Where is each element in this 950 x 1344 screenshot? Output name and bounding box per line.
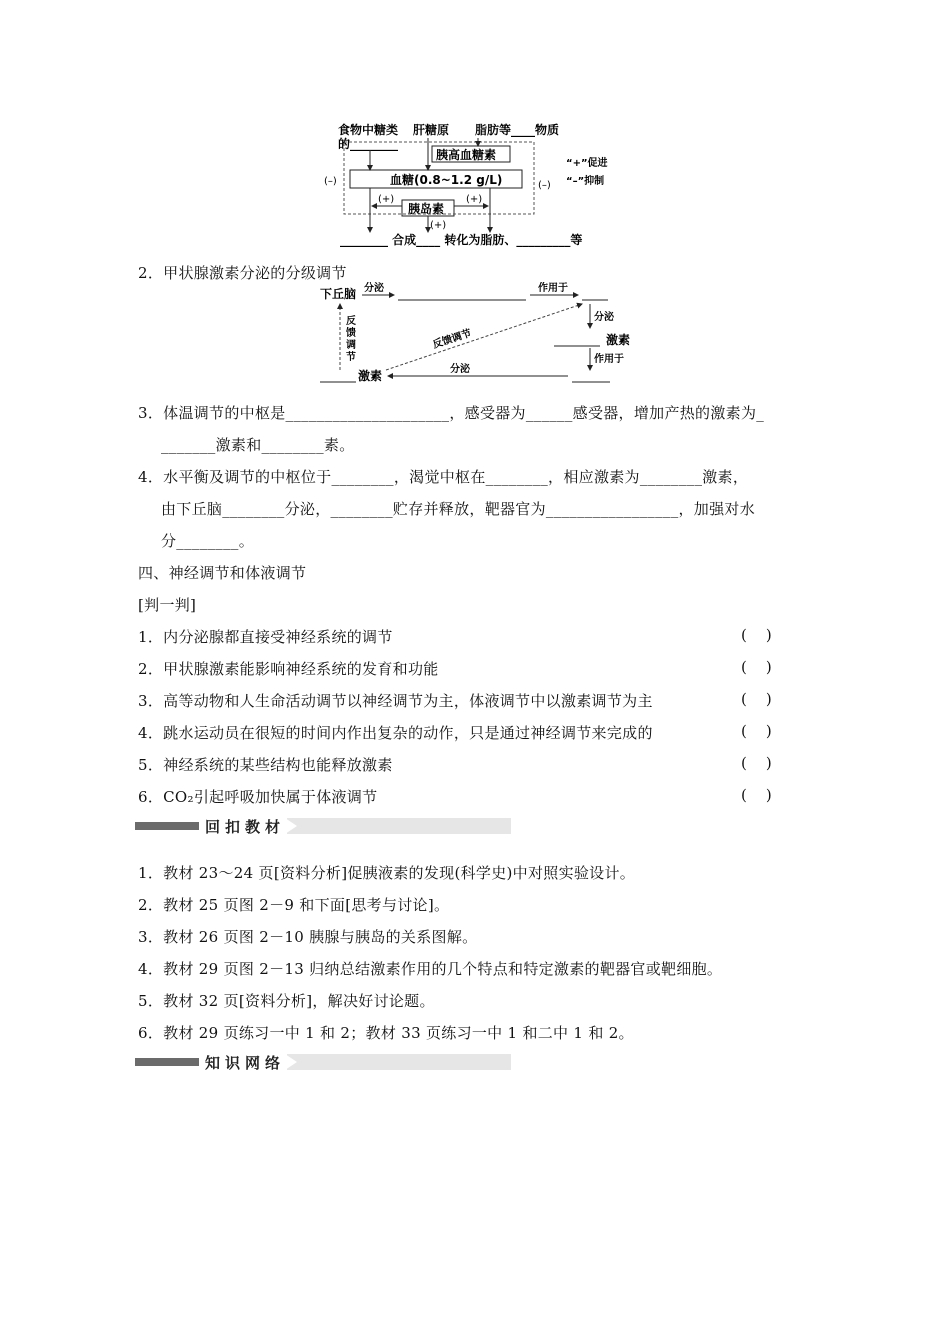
acts-label-1: 作用于	[538, 283, 568, 294]
hormone-label-2: 激素	[358, 369, 383, 383]
textbook-item-6: 6．教材 29 页练习一中 1 和 2；教材 33 页练习一中 1 和二中 1 和 2。	[138, 1024, 634, 1042]
inhibit-legend: “–”抑制	[566, 176, 605, 187]
insulin-label: 胰岛素	[408, 202, 445, 216]
answer-paren-4: ( )	[741, 722, 772, 740]
thyroid-diagram	[316, 282, 646, 388]
feedback-diag-arrow	[386, 304, 582, 370]
q3-line-2: _______激素和________素。	[161, 436, 355, 454]
blood-sugar-diagram	[310, 120, 630, 250]
judge-item-6: 6．CO₂引起呼吸加快属于体液调节	[138, 788, 378, 806]
liver-label: 肝糖原	[413, 123, 450, 137]
diagram1-bottom: ________ 合成____ 转化为脂肪、_________等	[340, 233, 583, 247]
q2-line: 2．甲状腺激素分泌的分级调节	[138, 264, 347, 282]
textbook-item-1: 1．教材 23～24 页[资料分析]促胰液素的发现(科学史)中对照实验设计。	[138, 864, 636, 882]
section-bar-textbook-label: 回扣教材	[205, 818, 286, 836]
fat-label: 脂肪等____物质	[475, 123, 560, 137]
hormone-label-1: 激素	[606, 333, 631, 347]
section-bar-knowledge	[135, 1054, 511, 1070]
secrete-label-3: 分泌	[450, 364, 470, 375]
answer-paren-5: ( )	[741, 754, 772, 772]
feedback-v-2: 馈	[346, 328, 356, 339]
textbook-item-3: 3．教材 26 页图 2－10 胰腺与胰岛的关系图解。	[138, 928, 478, 946]
secrete-label-2: 分泌	[594, 312, 614, 323]
blood-sugar-label: 血糖(0.8~1.2 g/L)	[390, 173, 503, 187]
feedback-v-1: 反	[346, 316, 356, 327]
minus-left: (–)	[324, 176, 337, 187]
section-4-heading: 四、神经调节和体液调节	[138, 564, 307, 582]
glucagon-label: 胰高血糖素	[436, 148, 497, 162]
acts-label-2: 作用于	[594, 354, 624, 365]
judge-item-2: 2．甲状腺激素能影响神经系统的发育和功能	[138, 660, 439, 678]
feedback-diag-label: 反馈调节	[431, 328, 473, 351]
food-label-2: 的________	[338, 137, 399, 151]
hypothalamus-label: 下丘脑	[320, 287, 357, 301]
section-bar-knowledge-label: 知识网络	[205, 1054, 286, 1072]
judge-item-5: 5．神经系统的某些结构也能释放激素	[138, 756, 393, 774]
feedback-v-4: 节	[346, 352, 356, 363]
judge-item-3: 3．高等动物和人生命活动调节以神经调节为主，体液调节中以激素调节为主	[138, 692, 653, 710]
secrete-label-1: 分泌	[364, 283, 384, 294]
food-label: 食物中糖类	[338, 123, 399, 137]
q4-line-3: 分________。	[161, 532, 255, 550]
plus-3: (+)	[430, 220, 447, 231]
feedback-v-3: 调	[346, 340, 356, 351]
judge-heading: [判一判]	[138, 596, 197, 614]
textbook-item-4: 4．教材 29 页图 2－13 归纳总结激素作用的几个特点和特定激素的靶器官或靶细胞。	[138, 960, 723, 978]
section-bar-textbook	[135, 818, 511, 834]
answer-paren-3: ( )	[741, 690, 772, 708]
q3-line-1: 3．体温调节的中枢是_____________________，感受器为______感受器，增加产热的激素为_	[138, 404, 765, 422]
q4-line-2: 由下丘脑________分泌，________贮存并释放，靶器官为_________________，加强对水	[161, 500, 756, 518]
plus-1: (+)	[378, 194, 395, 205]
answer-paren-6: ( )	[741, 786, 772, 804]
minus-right: (–)	[538, 180, 551, 191]
plus-2: (+)	[466, 194, 483, 205]
answer-paren-1: ( )	[741, 626, 772, 644]
judge-item-4: 4．跳水运动员在很短的时间内作出复杂的动作，只是通过神经调节来完成的	[138, 724, 653, 742]
q4-line-1: 4．水平衡及调节的中枢位于________，渴觉中枢在________，相应激素为________激素，	[138, 468, 749, 486]
promote-legend: “+”促进	[566, 158, 608, 169]
textbook-item-2: 2．教材 25 页图 2－9 和下面[思考与讨论]。	[138, 896, 450, 914]
judge-item-1: 1．内分泌腺都直接受神经系统的调节	[138, 628, 393, 646]
answer-paren-2: ( )	[741, 658, 772, 676]
textbook-item-5: 5．教材 32 页[资料分析]，解决好讨论题。	[138, 992, 435, 1010]
